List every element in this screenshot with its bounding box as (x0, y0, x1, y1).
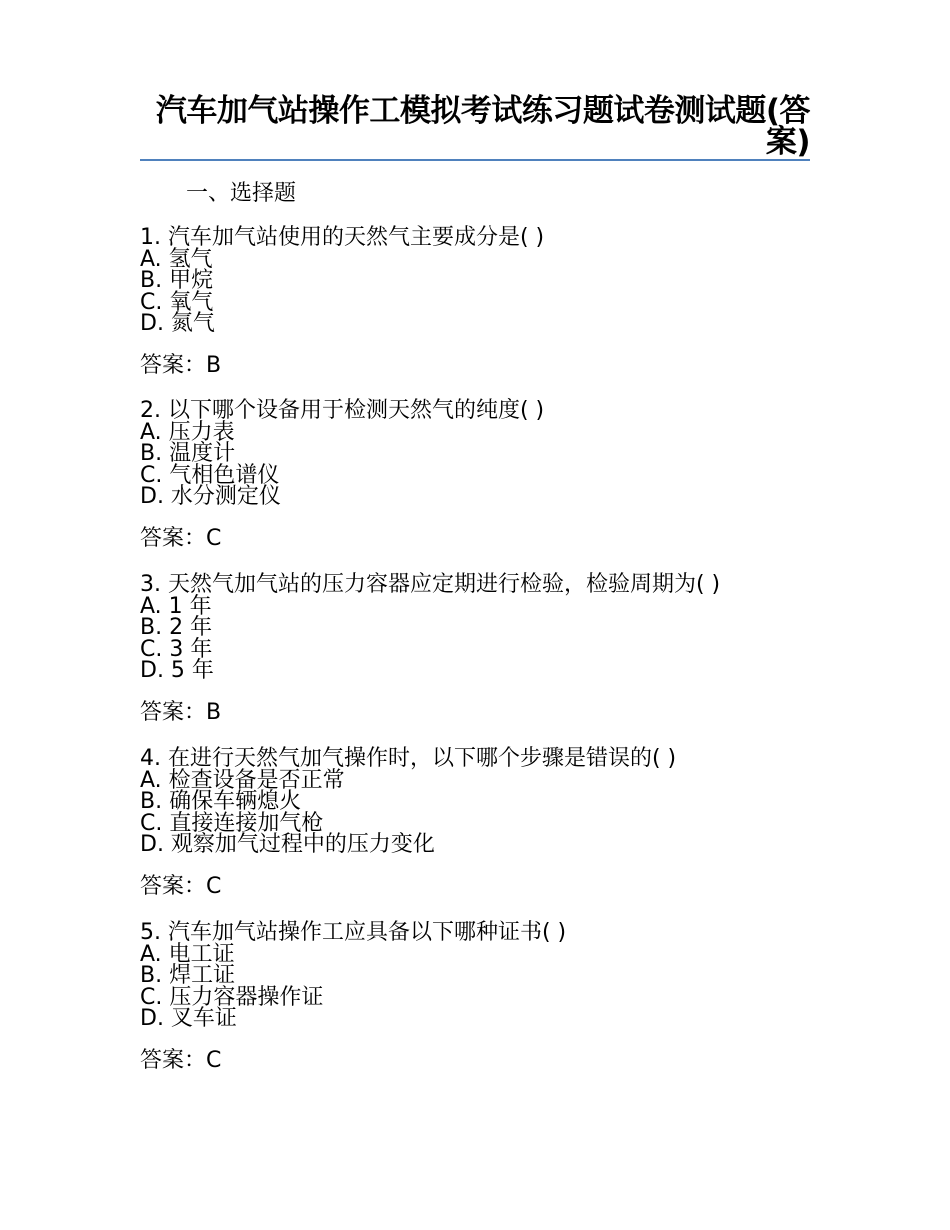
option-a: A. 压力表 (140, 419, 235, 445)
answer-text: 答案：C (140, 1047, 222, 1073)
option-b: B. 焊工证 (140, 963, 236, 988)
question-stem: 2. 以下哪个设备用于检测天然气的纯度( ) (140, 398, 545, 423)
option-c: C. 直接连接加气枪 (140, 810, 324, 836)
question-stem: 3. 天然气加气站的压力容器应定期进行检验，检验周期为( ) (140, 572, 721, 597)
title-block (140, 93, 810, 161)
option-d: D. 叉车证 (140, 1006, 237, 1031)
question-stem: 4. 在进行天然气加气操作时，以下哪个步骤是错误的( ) (140, 746, 677, 771)
question-stem: 5. 汽车加气站操作工应具备以下哪种证书( ) (140, 920, 567, 945)
question-3 (140, 574, 720, 726)
question-1 (140, 227, 544, 379)
question-stem: 1. 汽车加气站使用的天然气主要成分是( ) (140, 225, 545, 250)
answer-text: 答案：B (140, 352, 222, 378)
option-a: A. 1 年 (140, 593, 212, 619)
option-b: B. 温度计 (140, 441, 236, 466)
option-b: B. 确保车辆熄火 (140, 789, 302, 814)
answer-text: 答案：C (140, 873, 222, 899)
answer-text: 答案：C (140, 525, 222, 551)
option-c: C. 压力容器操作证 (140, 984, 324, 1010)
document-title: 汽车加气站操作工模拟考试练习题试卷测试题(答案) (155, 93, 810, 160)
option-c: C. 气相色谱仪 (140, 462, 280, 488)
option-b: B. 甲烷 (140, 268, 214, 293)
option-d: D. 观察加气过程中的压力变化 (140, 832, 435, 857)
option-a: A. 氢气 (140, 246, 213, 272)
option-c: C. 氧气 (140, 289, 214, 315)
option-a: A. 电工证 (140, 941, 235, 967)
answer-text: 答案：B (140, 699, 222, 725)
section-heading: 一、选择题 (186, 181, 297, 206)
option-b: B. 2 年 (140, 615, 213, 640)
option-d: D. 氮气 (140, 311, 215, 336)
question-4 (140, 748, 676, 900)
question-5 (140, 922, 566, 1074)
option-a: A. 检查设备是否正常 (140, 767, 345, 793)
option-d: D. 水分测定仪 (140, 484, 281, 509)
option-c: C. 3 年 (140, 636, 213, 662)
option-d: D. 5 年 (140, 658, 214, 683)
question-2 (140, 400, 544, 552)
